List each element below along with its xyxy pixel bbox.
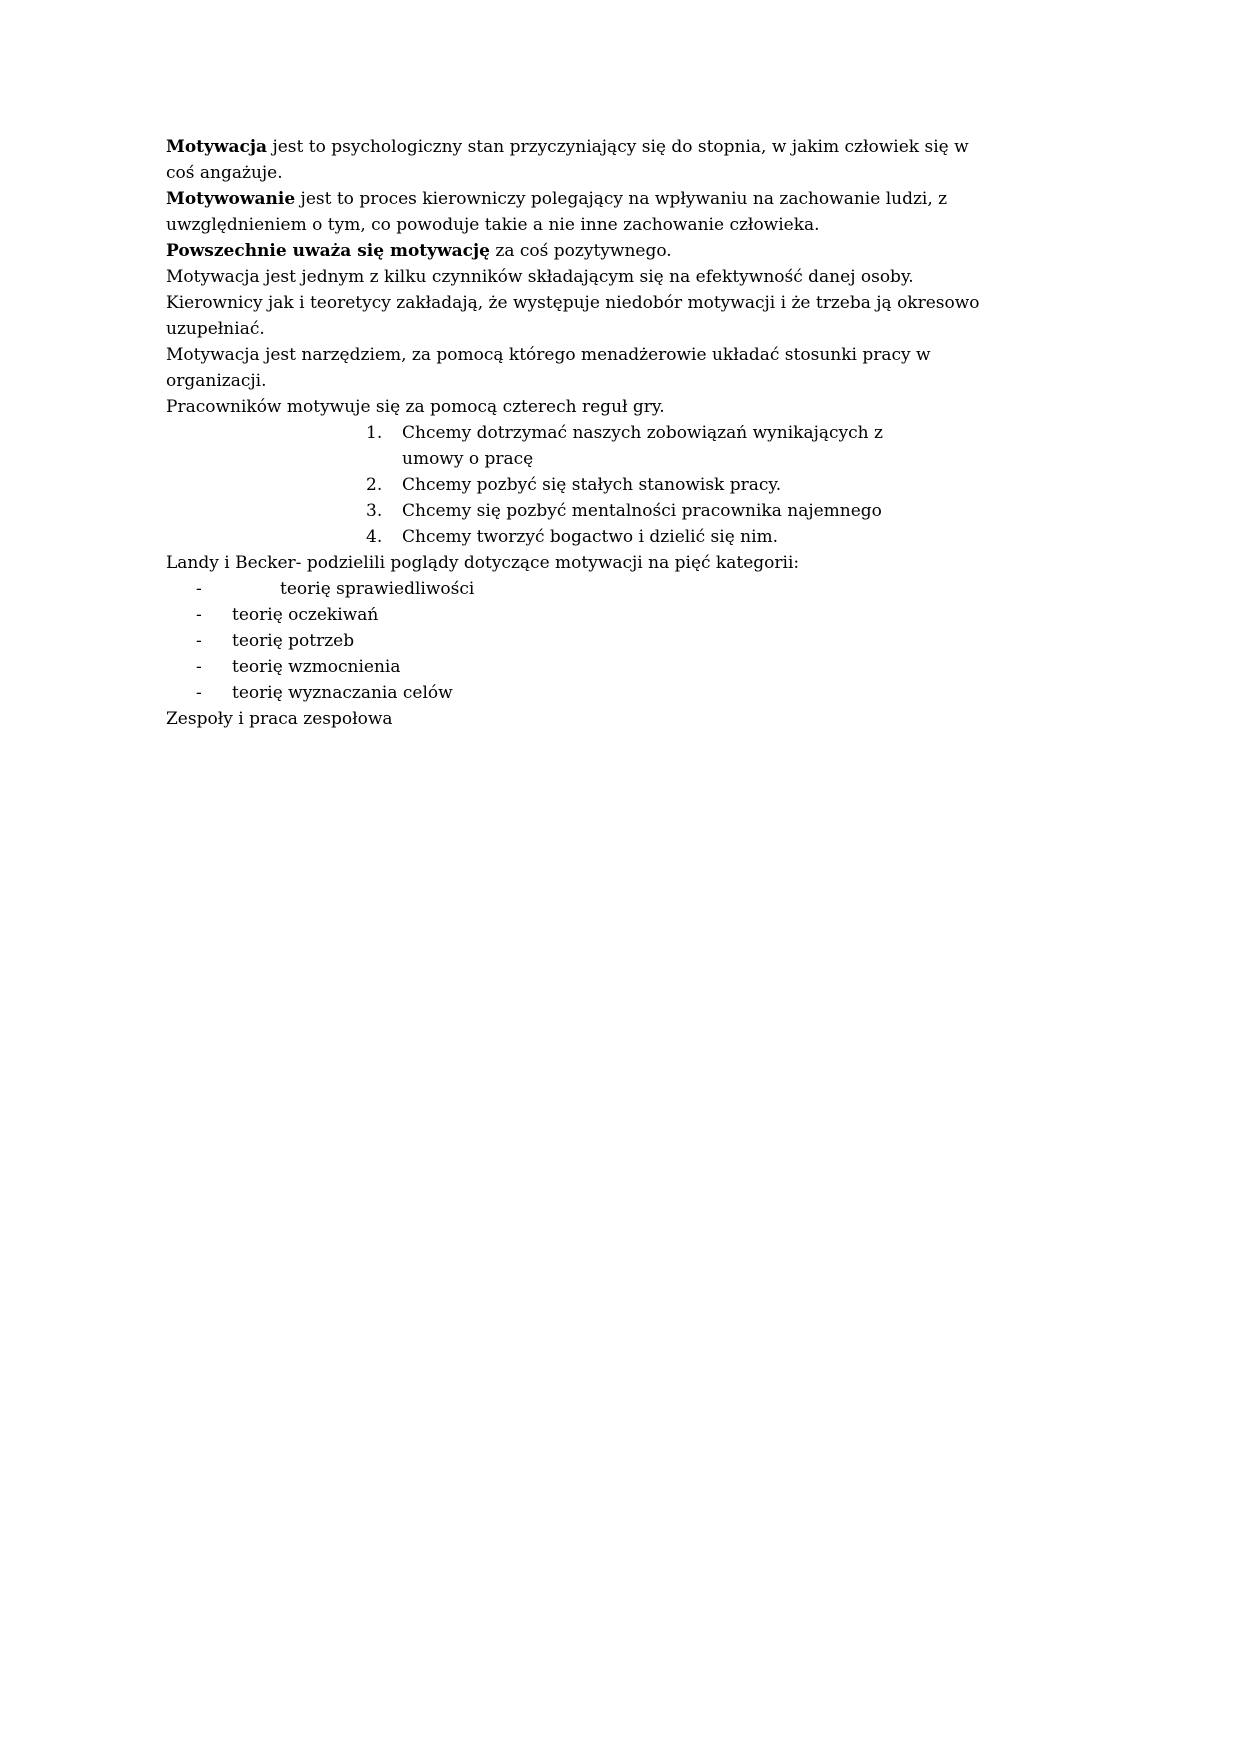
paragraph-powszechnie [166,238,996,264]
list-item-text: teorię wyznaczania celów [232,683,453,703]
dash-list-item [166,628,996,654]
list-dash: - [196,657,202,677]
list-item-text: teorię wzmocnienia [232,657,401,677]
paragraph-motywowanie [166,186,996,238]
paragraph: Kierownicy jak i teoretycy zakładają, że występuje niedobór motywacji i że trzeba ją okresowo uzupełniać. [166,293,980,339]
dash-list-item [166,680,996,706]
paragraph: Motywacja jest narzędziem, za pomocą którego menadżerowie układać stosunki pracy w organizacji. [166,345,931,391]
paragraph-text: za coś pozytywnego. [490,241,672,261]
list-number: 2. [366,475,383,495]
bold-term: Motywowanie [166,189,296,209]
numbered-list-item [166,472,996,498]
bold-term: Motywacja [166,137,268,157]
list-number: 1. [366,423,383,443]
list-item-text: Chcemy tworzyć bogactwo i dzielić się nim. [402,527,779,547]
list-dash: - [196,683,202,703]
bold-term: Powszechnie uważa się motywację [166,241,490,261]
list-number: 4. [366,527,383,547]
paragraph-landy-becker: Landy i Becker- podzielili poglądy dotyczące motywacji na pięć kategorii: [166,553,800,573]
list-number: 3. [366,501,383,521]
list-item-text: teorię oczekiwań [232,605,379,625]
numbered-list-item [166,524,996,550]
paragraph-zespoly: Zespoły i praca zespołowa [166,709,393,729]
list-dash: - [196,631,202,651]
paragraph-text: jest to proces kierowniczy polegający na wpływaniu na zachowanie ludzi, z uwzględnieniem o tym, co powoduje takie a nie inne zachowanie człowieka. [166,189,948,235]
paragraph: Motywacja jest jednym z kilku czynników składającym się na efektywność danej osoby. [166,267,914,287]
document-body [166,134,996,732]
dash-list-item [166,602,996,628]
list-item-text: Chcemy się pozbyć mentalności pracownika najemnego [402,501,882,521]
paragraph: Pracowników motywuje się za pomocą czterech reguł gry. [166,397,665,417]
dash-list-item [166,576,996,602]
list-item-text: teorię sprawiedliwości [280,579,475,599]
dash-list-item [166,654,996,680]
list-item-text: Chcemy dotrzymać naszych zobowiązań wynikających z umowy o pracę [402,423,883,469]
paragraph-motywacja [166,134,996,186]
list-item-text: Chcemy pozbyć się stałych stanowisk pracy. [402,475,782,495]
list-dash: - [196,605,202,625]
list-item-text: teorię potrzeb [232,631,355,651]
list-dash: - [196,579,202,599]
numbered-list-item [166,420,996,472]
paragraph-text: jest to psychologiczny stan przyczyniający się do stopnia, w jakim człowiek się w coś angażuje. [166,137,969,183]
numbered-list-item [166,498,996,524]
